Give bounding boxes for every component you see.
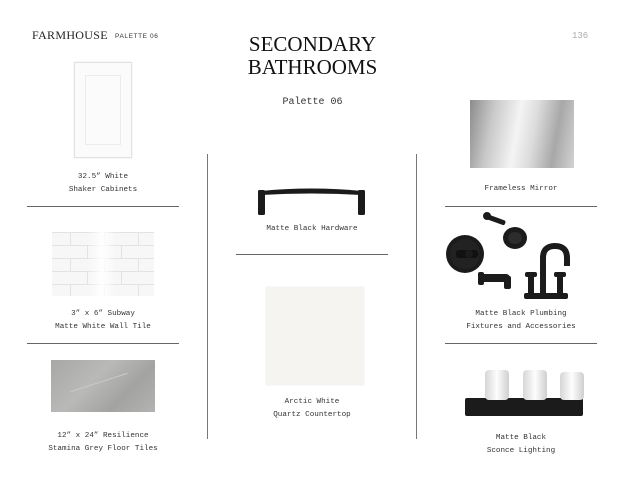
white-shaker-cabinet-image [74,62,132,158]
cabinets-caption-line1: 32.5” White [77,173,129,181]
wall-tile-caption-line2: Matte White Wall Tile [55,322,151,331]
column-divider-right [416,154,417,439]
countertop-caption-line1: Arctic White [284,398,340,406]
plumbing-caption-line2: Fixtures and Accessories [466,322,576,331]
hardware-caption [236,223,388,236]
page-number: 136 [572,31,589,41]
page-title-line1: SECONDARY [248,32,377,56]
page-title [200,33,425,79]
floor-tile-caption-line1: 12” x 24” Resilience [57,432,149,440]
frameless-mirror-image [470,100,574,168]
divider-left-2 [27,343,179,344]
wall-tile-caption-line1: 3” x 6” Subway [71,310,135,318]
palette-tag: PALETTE 06 [115,33,159,40]
lighting-caption [445,432,597,457]
black-sconce-light-icon [463,366,585,422]
column-divider-left [207,154,208,439]
divider-left-1 [27,206,179,207]
wall-tile-caption [27,308,179,333]
countertop-caption [236,396,388,421]
plumbing-caption [445,308,597,333]
page-subtitle: Palette 06 [282,97,343,108]
hardware-caption-line1: Matte Black Hardware [266,225,358,233]
divider-right-1 [445,206,597,207]
divider-center-1 [236,254,388,255]
grey-floor-tile-image [51,360,155,412]
mirror-caption-line1: Frameless Mirror [484,185,558,193]
cabinets-caption-line2: Shaker Cabinets [68,185,138,194]
brand-label: FARMHOUSE [32,28,108,42]
white-quartz-swatch-image [266,287,364,385]
black-plumbing-fixtures-icon [440,210,580,305]
black-pull-handle-icon [255,183,368,219]
divider-right-2 [445,343,597,344]
subway-tile-image [52,232,154,296]
lighting-caption-line1: Matte Black [495,434,547,442]
plumbing-caption-line1: Matte Black Plumbing [475,310,567,318]
countertop-caption-line2: Quartz Countertop [273,410,351,419]
cabinets-caption [27,171,179,196]
floor-tile-caption-line2: Stamina Grey Floor Tiles [48,444,158,453]
lighting-caption-line2: Sconce Lighting [486,446,556,455]
mirror-caption [445,183,597,196]
floor-tile-caption [27,430,179,455]
page-title-line2: BATHROOMS [247,55,378,79]
